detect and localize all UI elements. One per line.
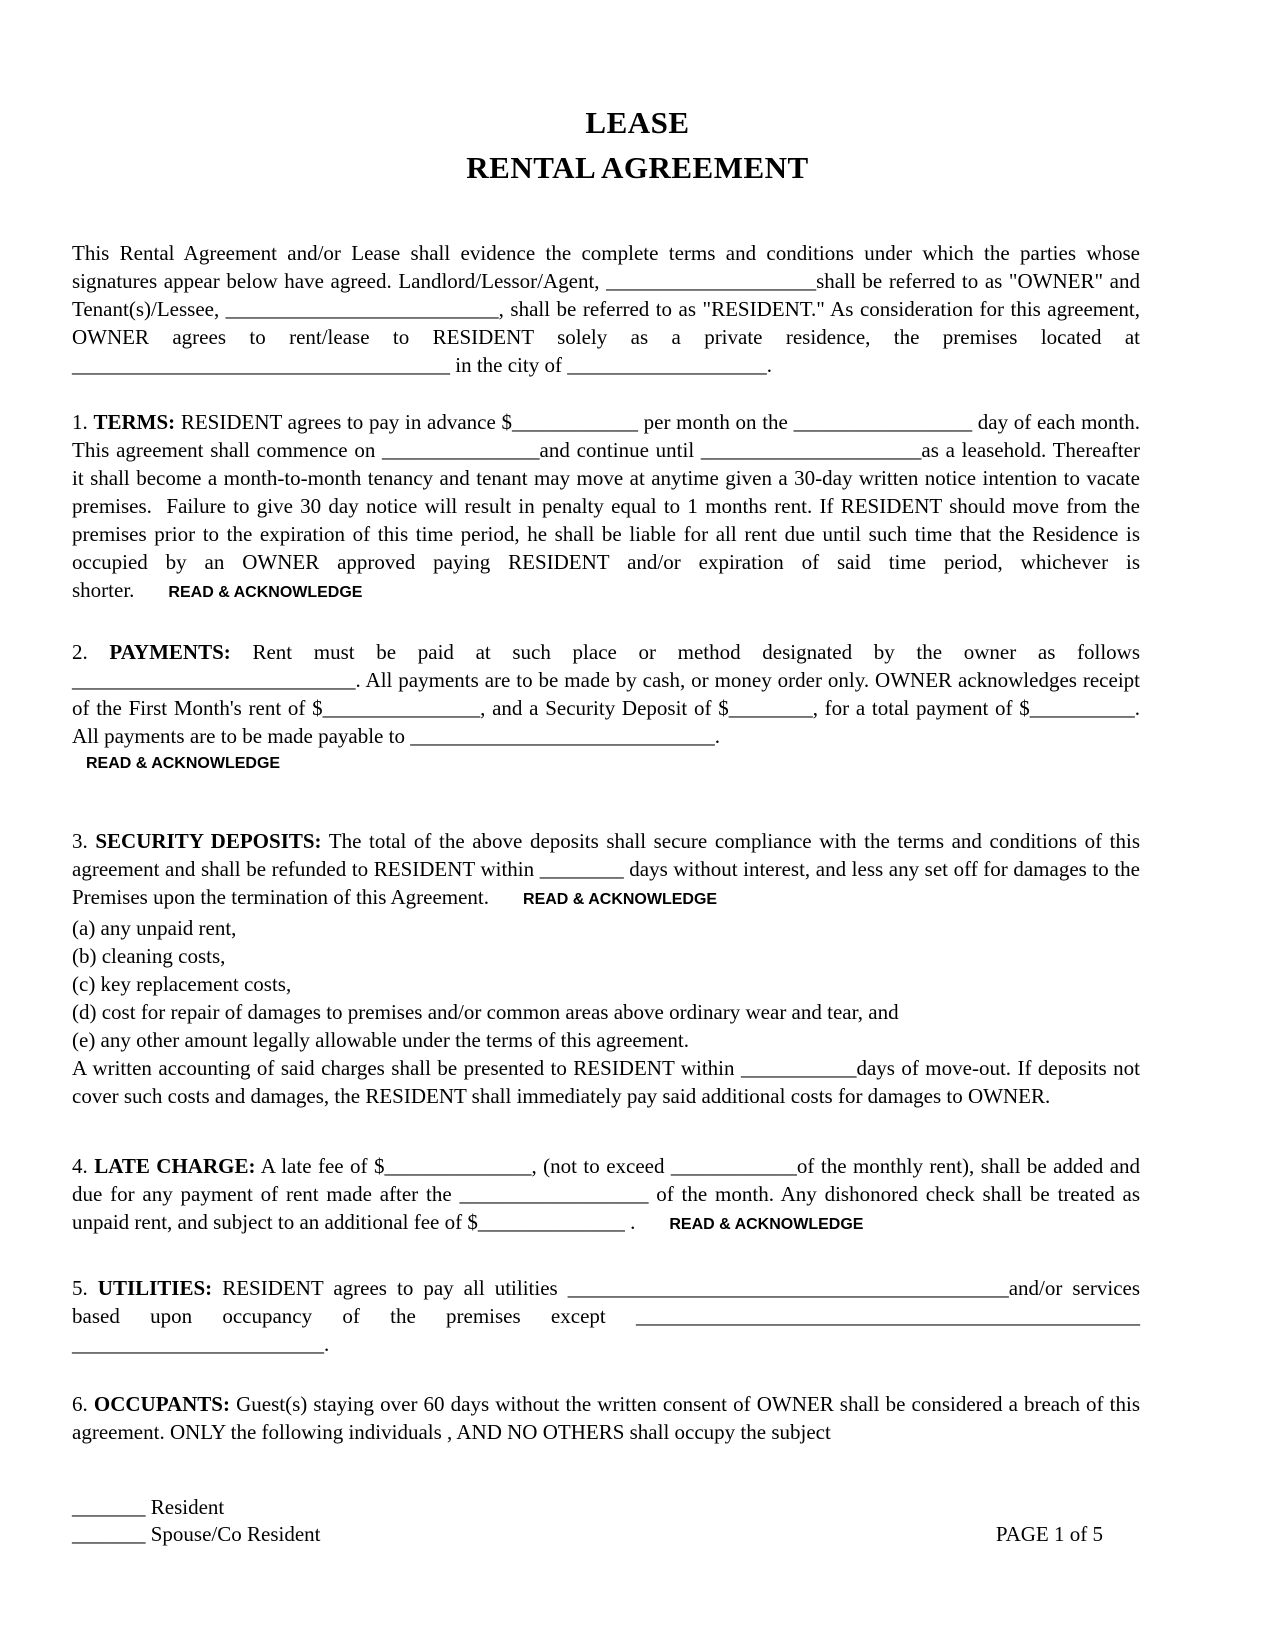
spouse-signature-line xyxy=(72,1521,1203,1548)
intro-paragraph xyxy=(72,239,1140,379)
section-utilities-text: RESIDENT agrees to pay all utilities __________________________________________and/or services based upon occupancy of the premises except ________________________________________________ ________________________. xyxy=(72,1276,1141,1356)
section-utilities-label: UTILITIES: xyxy=(97,1276,213,1300)
read-acknowledge-badge: READ & ACKNOWLEDGE xyxy=(669,1216,864,1233)
section-security-deposits-text: The total of the above deposits shall secure compliance with the terms and conditions of this agreement and shall be refunded to RESIDENT within ________ days without interest, and less any set off for damages to the Premises upon the termination of this Agreement. xyxy=(72,829,1140,909)
section-payments-paragraph xyxy=(72,638,1140,750)
document-title xyxy=(0,0,1275,190)
resident-signature-blank: _______ xyxy=(72,1495,146,1519)
spouse-signature-blank: _______ xyxy=(72,1522,146,1546)
title-line-lease: LEASE xyxy=(585,105,690,140)
section-terms-number: 1. xyxy=(72,410,88,434)
section-late-charge-label: LATE CHARGE: xyxy=(94,1154,256,1178)
intro-text: This Rental Agreement and/or Lease shall evidence the complete terms and conditions under which the parties whose signatures appear below have agreed. Landlord/Lessor/Agent, ____________________shall be referred to as "OWNER" and Tenant(s)/Lessee, __________________________, shall be referred to as "RESIDENT." As consideration for this agreement, OWNER agrees to rent/lease to RESIDENT solely as a private residence, the premises located at ____________________________________ in the city of ___________________. xyxy=(72,241,1140,377)
section-occupants xyxy=(72,1390,1140,1446)
section-payments-number: 2. xyxy=(72,640,88,664)
list-item-other-amount: (e) any other amount legally allowable under the terms of this agreement. xyxy=(72,1028,689,1052)
section-security-deposits-accounting: A written accounting of said charges shall be presented to RESIDENT within ___________days of move-out. If deposits not cover such costs and damages, the RESIDENT shall immediately pay said additional costs for damages to OWNER. xyxy=(72,1056,1140,1108)
section-utilities-number: 5. xyxy=(72,1276,88,1300)
list-item-repair-damages: (d) cost for repair of damages to premises and/or common areas above ordinary wear and tear, and xyxy=(72,1000,899,1024)
section-terms-text: RESIDENT agrees to pay in advance $____________ per month on the _________________ day of each month. This agreement shall commence on _______________and continue until _____________________as a leasehold. Thereafter it shall become a month-to-month tenancy and tenant may move at anytime given a 30-day written notice intention to vacate premises. Failure to give 30 day notice will result in penalty equal to 1 months rent. If RESIDENT should move from the premises prior to the expiration of this time period, he shall be liable for all rent due until such time that the Residence is occupied by an OWNER approved paying RESIDENT and/or expiration of said time period, whichever is shorter. xyxy=(72,410,1141,602)
read-acknowledge-badge: READ & ACKNOWLEDGE xyxy=(86,755,281,772)
resident-signature-label: Resident xyxy=(150,1495,225,1519)
section-security-deposits-number: 3. xyxy=(72,829,88,853)
read-acknowledge-badge: READ & ACKNOWLEDGE xyxy=(168,584,363,601)
list-item-unpaid-rent: (a) any unpaid rent, xyxy=(72,916,237,940)
section-occupants-number: 6. xyxy=(72,1392,88,1416)
deduction-list xyxy=(72,914,1140,1054)
list-item-cleaning-costs: (b) cleaning costs, xyxy=(72,944,226,968)
read-acknowledge-line xyxy=(86,750,1140,778)
title-line-rental-agreement: RENTAL AGREEMENT xyxy=(466,150,809,185)
footer xyxy=(72,1494,1203,1548)
section-terms-label: TERMS: xyxy=(93,410,176,434)
section-occupants-text: Guest(s) staying over 60 days without the written consent of OWNER shall be considered a breach of this agreement. ONLY the following individuals , AND NO OTHERS shall occupy the subject xyxy=(72,1392,1140,1444)
section-occupants-label: OCCUPANTS: xyxy=(93,1392,230,1416)
document-body xyxy=(72,239,1140,1446)
section-utilities xyxy=(72,1274,1140,1358)
list-item-key-replacement: (c) key replacement costs, xyxy=(72,972,292,996)
section-payments-label: PAYMENTS: xyxy=(109,640,231,664)
section-late-charge xyxy=(72,1152,1140,1239)
section-payments-text: Rent must be paid at such place or method designated by the owner as follows ___________________________. All payments are to be made by cash, or money order only. OWNER acknowledges receipt of the First Month's rent of $_______________, and a Security Deposit of $________, for a total payment of $__________. All payments are to be made payable to _____________________________. xyxy=(72,640,1141,748)
section-security-deposits-label: SECURITY DEPOSITS: xyxy=(95,829,322,853)
section-terms xyxy=(72,408,1140,607)
section-security-deposits xyxy=(72,827,1140,1110)
section-security-deposits-paragraph xyxy=(72,827,1140,914)
resident-signature-line xyxy=(72,1494,1203,1521)
section-payments xyxy=(72,638,1140,778)
page-number: PAGE 1 of 5 xyxy=(995,1522,1103,1546)
spouse-signature-label: Spouse/Co Resident xyxy=(150,1522,321,1546)
read-acknowledge-badge: READ & ACKNOWLEDGE xyxy=(523,891,718,908)
section-late-charge-text: A late fee of $______________, (not to exceed ____________of the monthly rent), shall be added and due for any payment of rent made after the __________________ of the month. Any dishonored check shall be treated as unpaid rent, and subject to an additional fee of $______________ . xyxy=(72,1154,1141,1234)
section-late-charge-number: 4. xyxy=(72,1154,88,1178)
